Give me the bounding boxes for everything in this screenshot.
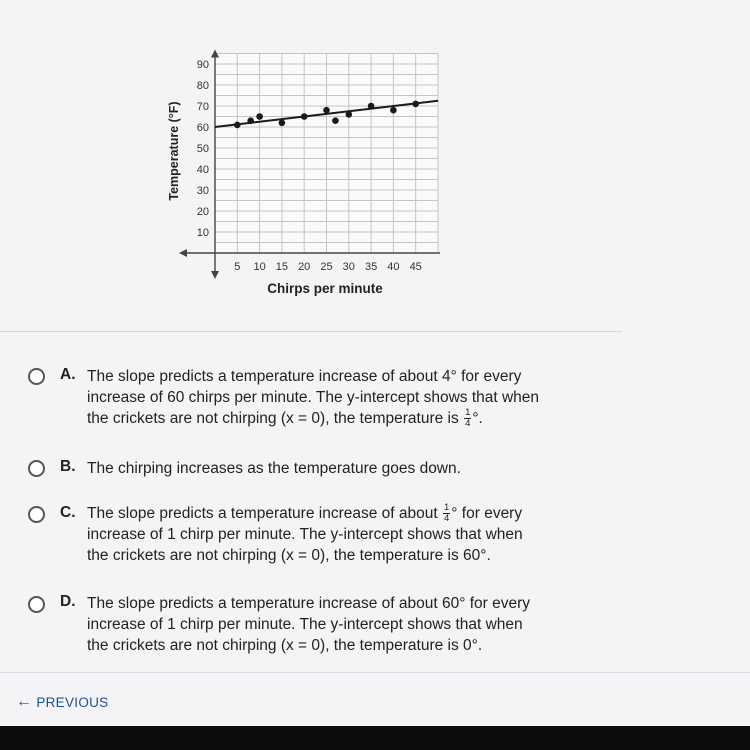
fraction-denominator: 4	[465, 418, 471, 430]
y-tick-label: 90	[196, 59, 209, 71]
x-axis-label: Chirps per minute	[267, 281, 383, 296]
y-tick-label: 40	[196, 164, 209, 176]
x-tick-label: 35	[364, 261, 378, 273]
fraction-one-quarter	[443, 503, 450, 524]
option-letter-a: A.	[60, 366, 76, 383]
data-point	[412, 101, 419, 108]
option-d-line-1: The slope predicts a temperature increase of about 60° for every	[87, 595, 531, 612]
data-point	[346, 111, 353, 118]
y-tick-label: 10	[196, 227, 209, 239]
option-text-d	[87, 593, 632, 656]
option-letter-b: B.	[60, 458, 76, 475]
x-tick-label: 25	[320, 261, 333, 273]
y-tick-label: 60	[196, 122, 209, 134]
fraction-one-quarter	[464, 408, 471, 429]
option-b-line-1: The chirping increases as the temperature goes down.	[87, 460, 461, 477]
option-a-line-1: The slope predicts a temperature increase of about 4° for every	[87, 368, 522, 385]
x-tick-label: 5	[234, 261, 241, 273]
radio-button-d[interactable]	[28, 596, 45, 613]
y-tick-label: 20	[196, 206, 209, 218]
scatter-chart	[160, 10, 460, 310]
data-point	[256, 113, 263, 120]
fraction-denominator: 4	[444, 513, 450, 525]
previous-label: PREVIOUS	[36, 694, 109, 710]
x-tick-label: 45	[409, 261, 422, 273]
footer-divider	[0, 672, 750, 673]
option-c-line-3: the crickets are not chirping (x = 0), the temperature is 60°.	[87, 547, 491, 565]
option-text-a	[87, 366, 632, 429]
bottom-black-bar	[0, 726, 750, 750]
option-a-line-3-text: the crickets are not chirping (x = 0), the temperature is	[87, 410, 459, 427]
data-point	[301, 113, 308, 120]
data-point	[323, 107, 330, 114]
y-tick-label: 80	[196, 80, 209, 92]
option-d-line-3: the crickets are not chirping (x = 0), the temperature is 0°.	[87, 637, 483, 654]
option-d-line-2: increase of 1 chirp per minute. The y-intercept shows that when	[87, 616, 523, 633]
option-text-c	[87, 503, 632, 566]
x-tick-label: 40	[387, 261, 400, 273]
previous-button[interactable]	[16, 693, 108, 711]
radio-button-c[interactable]	[28, 506, 45, 523]
data-point	[247, 117, 254, 124]
y-tick-label: 30	[196, 185, 209, 197]
data-point	[279, 120, 286, 127]
y-tick-label: 50	[196, 143, 209, 155]
chart-svg	[160, 10, 460, 310]
arrow-left-icon: ←	[16, 693, 33, 710]
fraction-numerator: 1	[465, 407, 471, 419]
section-divider	[0, 331, 622, 332]
data-point	[234, 122, 241, 129]
x-tick-label: 20	[298, 261, 311, 273]
option-c-line-1-text: The slope predicts a temperature increase of about	[87, 505, 438, 522]
option-letter-d: D.	[60, 593, 76, 610]
option-a-line-3	[87, 408, 632, 429]
y-axis-arrow-down	[211, 271, 219, 279]
option-c-line-1-end: ° for every	[451, 505, 523, 522]
option-c-line-2: increase of 1 chirp per minute. The y-intercept shows that when	[87, 526, 523, 544]
x-tick-label: 30	[342, 261, 355, 273]
x-tick-label: 10	[253, 261, 266, 273]
y-axis-label: Temperature (°F)	[167, 101, 181, 201]
data-point	[390, 107, 397, 114]
option-text-b	[87, 458, 632, 479]
data-point	[332, 117, 339, 124]
option-a-line-2: increase of 60 chirps per minute. The y-intercept shows that when	[87, 389, 540, 406]
radio-button-a[interactable]	[28, 368, 45, 385]
option-a-line-3-end: °.	[472, 410, 483, 427]
option-letter-c: C.	[60, 504, 76, 521]
data-point	[368, 103, 375, 110]
fraction-numerator: 1	[444, 502, 450, 514]
x-tick-label: 15	[275, 261, 289, 273]
y-tick-label: 70	[196, 101, 209, 113]
radio-button-b[interactable]	[28, 460, 45, 477]
option-c-line-1	[87, 503, 632, 524]
